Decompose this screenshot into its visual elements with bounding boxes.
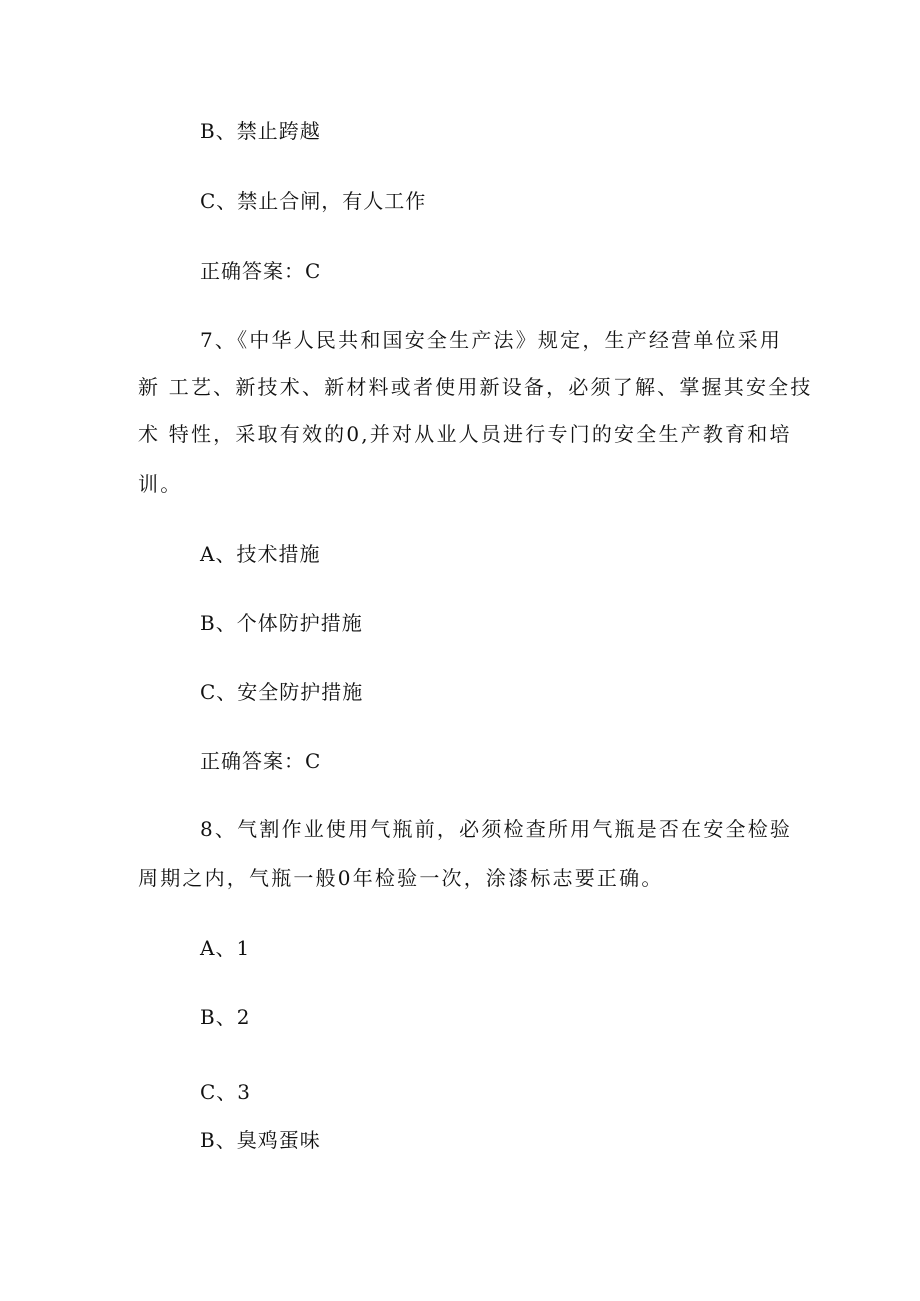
q7-stem-line-2: 新 工艺、新技术、新材料或者使用新设备，必须了解、掌握其安全技	[138, 375, 813, 399]
q8-option-a: A、1	[200, 936, 251, 960]
q7-option-c: C、安全防护措施	[200, 680, 364, 704]
q6-answer: 正确答案：C	[200, 259, 322, 283]
q7-stem-line-3: 术 特性，采取有效的0,并对从业人员进行专门的安全生产教育和培	[138, 422, 792, 446]
q6-option-b: B、禁止跨越	[200, 119, 321, 143]
next-question-option-b: B、臭鸡蛋味	[200, 1128, 321, 1152]
q6-option-c: C、禁止合闸，有人工作	[200, 189, 427, 213]
q8-option-c: C、3	[200, 1080, 252, 1104]
q7-option-b: B、个体防护措施	[200, 611, 363, 635]
q7-option-a: A、技术措施	[200, 542, 321, 566]
q7-stem-line-4: 训。	[138, 472, 183, 496]
q7-answer: 正确答案：C	[200, 749, 322, 773]
q7-stem-line-1: 7、《中华人民共和国安全生产法》规定，生产经营单位采用	[200, 328, 783, 352]
q8-stem-line-2: 周期之内，气瓶一般0年检验一次，涂漆标志要正确。	[138, 866, 664, 890]
q8-stem-line-1: 8、气割作业使用气瓶前，必须检查所用气瓶是否在安全检验	[200, 817, 793, 841]
q8-option-b: B、2	[200, 1005, 251, 1029]
